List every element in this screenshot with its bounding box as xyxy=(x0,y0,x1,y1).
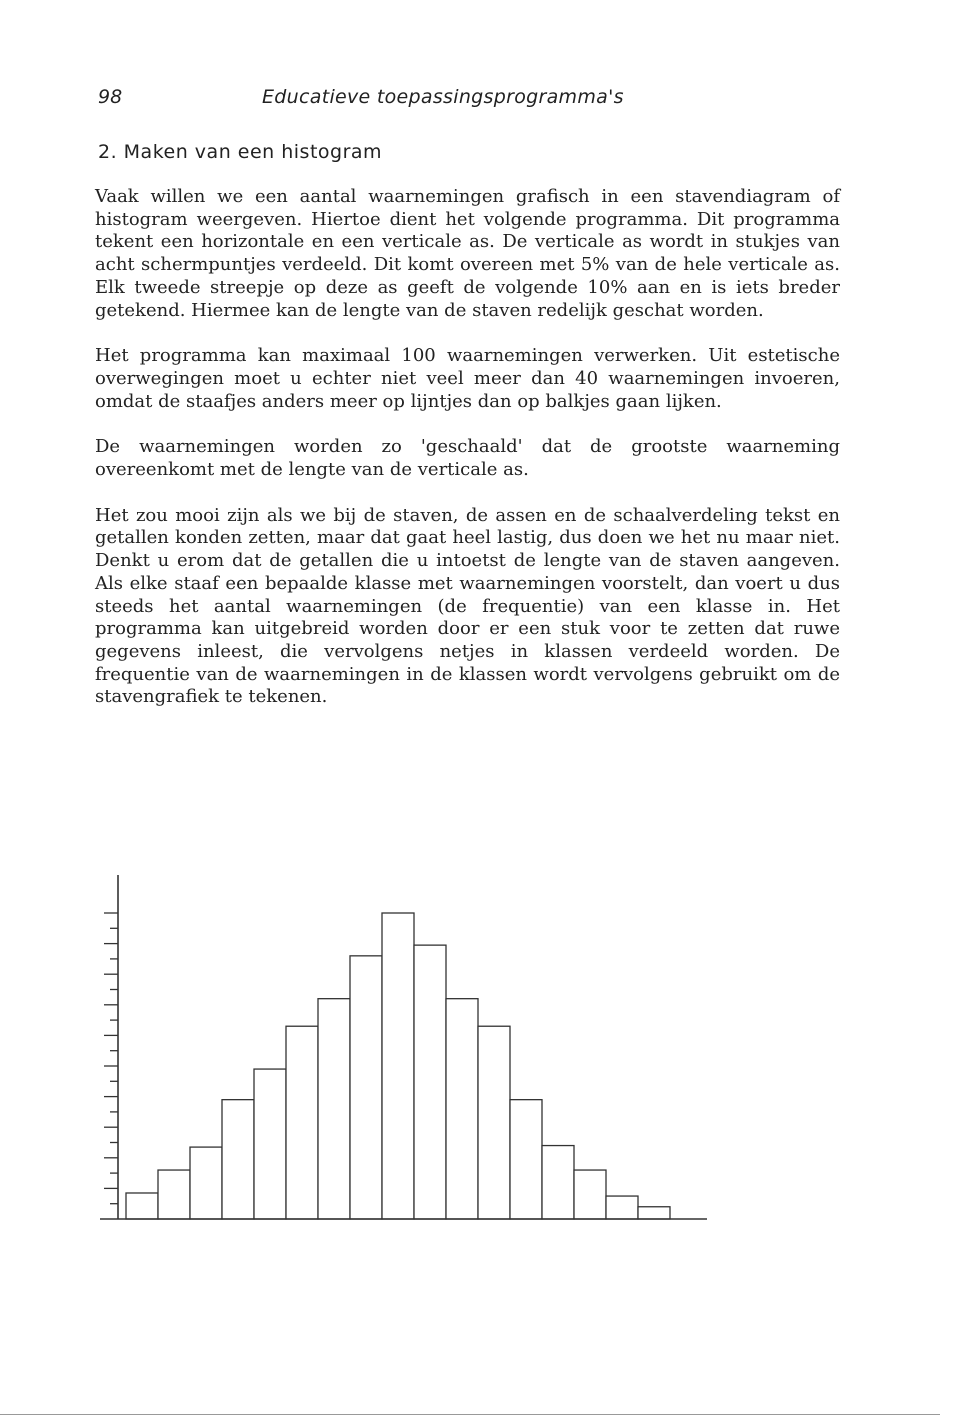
histogram-bar xyxy=(606,1196,638,1219)
histogram-bar xyxy=(254,1069,286,1219)
histogram-bar xyxy=(478,1026,510,1219)
paragraph-scaling: De waarnemingen worden zo 'geschaald' dat de grootste waarneming overeenkomt met de lengte van de verticale as. xyxy=(95,436,840,481)
histogram-figure xyxy=(90,865,720,1235)
page-number: 98 xyxy=(98,86,123,108)
histogram-bar xyxy=(638,1207,670,1219)
histogram-bar xyxy=(126,1193,158,1219)
histogram-chart xyxy=(90,865,720,1235)
body-text xyxy=(95,186,840,732)
histogram-bar xyxy=(318,999,350,1219)
histogram-bar xyxy=(158,1170,190,1219)
histogram-bar xyxy=(542,1146,574,1219)
paragraph-limits: Het programma kan maximaal 100 waarnemingen verwerken. Uit estetische overwegingen moet u echter niet veel meer dan 40 waarnemingen invoeren, omdat de staafjes anders meer op lijntjes dan op balkjes gaan lijken. xyxy=(95,345,840,412)
histogram-bar xyxy=(574,1170,606,1219)
histogram-bar xyxy=(414,945,446,1219)
paragraph-intro: Vaak willen we een aantal waarnemingen grafisch in een stavendiagram of histogram weergeven. Hiertoe dient het volgende programma. Dit programma tekent een horizontale en een verticale as. De verticale as wordt in stukjes van acht schermpuntjes verdeeld. Dit komt overeen met 5% van de hele verticale as. Elk tweede streepje op deze as geeft de volgende 10% aan en is iets breder getekend. Hiermee kan de lengte van de staven redelijk geschat worden. xyxy=(95,186,840,321)
section-heading: 2. Maken van een histogram xyxy=(98,141,383,163)
histogram-bar xyxy=(222,1100,254,1219)
histogram-bar xyxy=(286,1026,318,1219)
histogram-bar xyxy=(446,999,478,1219)
histogram-bar xyxy=(382,913,414,1219)
histogram-bar xyxy=(190,1147,222,1219)
histogram-bar xyxy=(510,1100,542,1219)
paragraph-usage: Het zou mooi zijn als we bij de staven, de assen en de schaalverdeling tekst en getallen konden zetten, maar dat gaat heel lastig, dus doen we het nu maar niet. Denkt u erom dat de getallen die u intoetst de lengte van de staven aangeven. Als elke staaf een bepaalde klasse met waarnemingen voorstelt, dan voert u dus steeds het aantal waarnemingen (de frequentie) van een klasse in. Het programma kan uitgebreid worden door er een stuk voor te zetten dat ruwe gegevens inleest, die vervolgens netjes in klassen verdeeld worden. De frequentie van de waarnemingen in de klassen wordt vervolgens gebruikt om de stavengrafiek te tekenen. xyxy=(95,504,840,708)
running-head: Educatieve toepassingsprogramma's xyxy=(262,86,624,108)
page-bottom-rule xyxy=(0,1414,940,1415)
histogram-bar xyxy=(350,956,382,1219)
